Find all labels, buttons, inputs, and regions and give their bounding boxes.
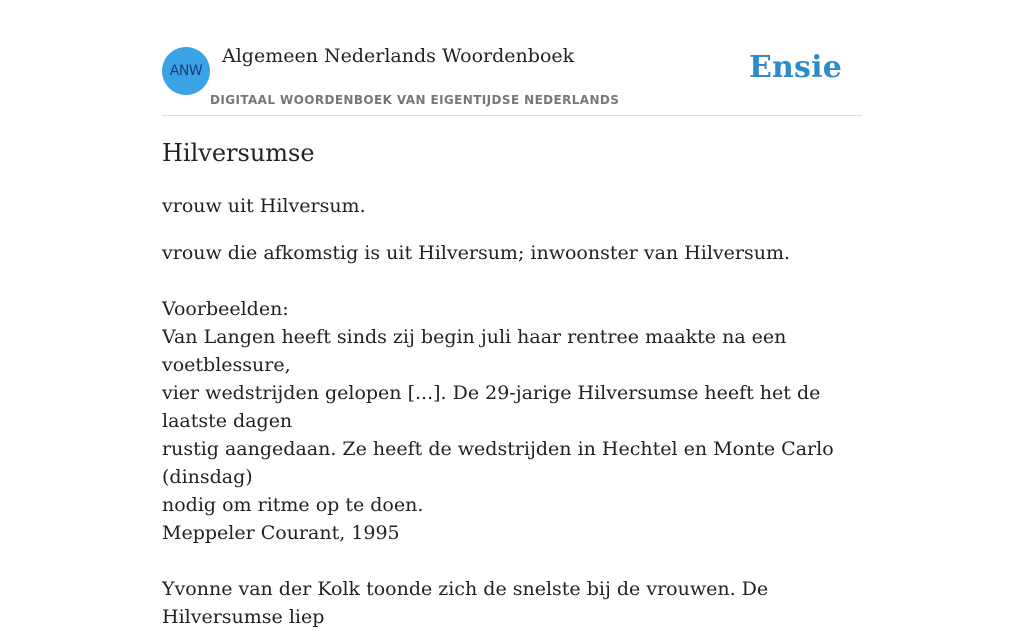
example-line: rustig aangedaan. Ze heeft de wedstrijden in Hechtel en Monte Carlo (dinsdag) (162, 438, 834, 488)
anw-logo[interactable]: ANW (162, 47, 210, 95)
entry-headword: Hilversumse (162, 139, 315, 167)
definition-block (162, 239, 862, 631)
site-header (162, 0, 862, 116)
app-title[interactable]: Algemeen Nederlands Woordenboek (222, 45, 575, 67)
example-line: Yvonne van der Kolk toonde zich de snelste bij de vrouwen. De Hilversumse liep (162, 578, 769, 628)
spacer (162, 267, 862, 295)
definition-text: vrouw die afkomstig is uit Hilversum; inwoonster van Hilversum. (162, 242, 791, 264)
app-subtitle: DIGITAAL WOORDENBOEK VAN EIGENTIJDSE NEDERLANDS (210, 93, 620, 107)
ensie-brand-link[interactable]: Ensie (748, 50, 842, 85)
example-line: nodig om ritme op te doen. (162, 494, 424, 516)
content-container (162, 0, 862, 628)
example-line: vier wedstrijden gelopen [...]. De 29-jarige Hilversumse heeft het de laatste dagen (162, 382, 821, 432)
example-line: Van Langen heeft sinds zij begin juli haar rentree maakte na een voetblessure, (162, 326, 787, 376)
example-source: Meppeler Courant, 1995 (162, 522, 400, 544)
examples-label: Voorbeelden: (162, 298, 289, 320)
short-definition: vrouw uit Hilversum. (162, 195, 366, 217)
spacer (162, 547, 862, 575)
